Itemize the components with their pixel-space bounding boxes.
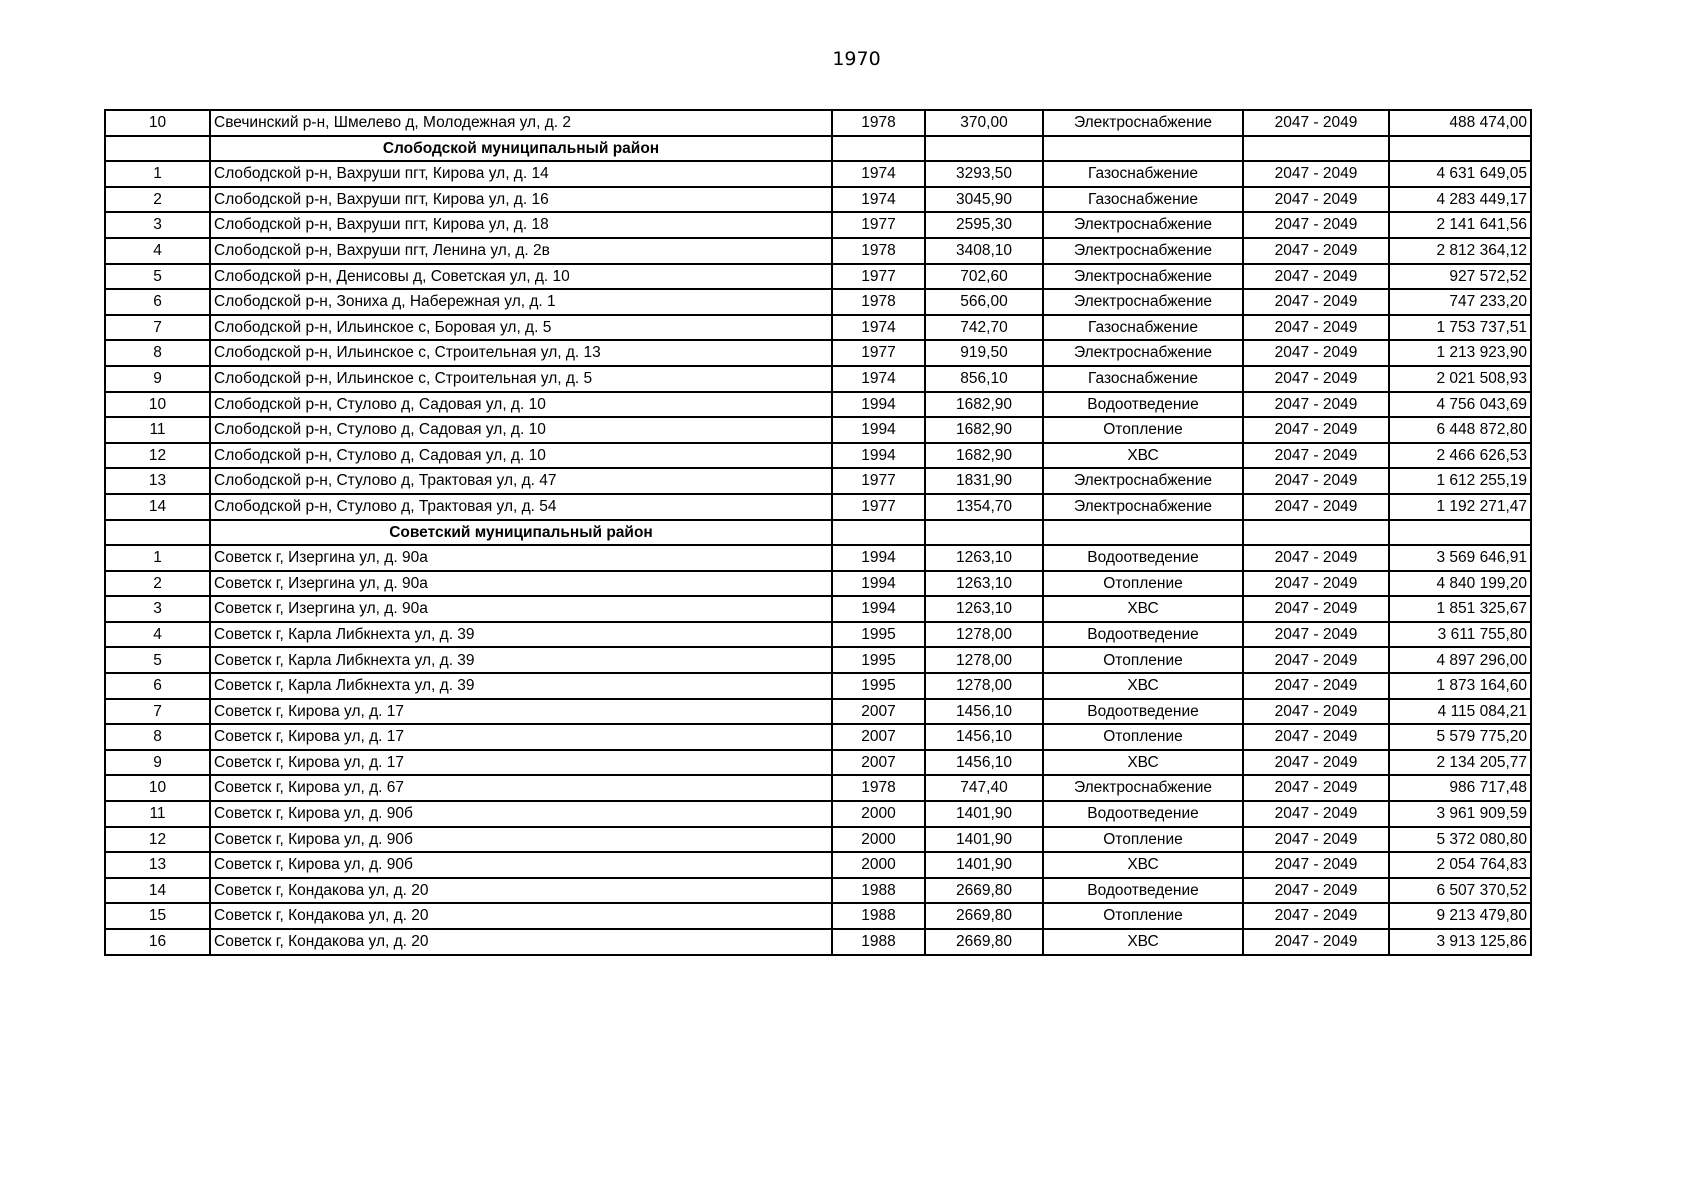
table-row (105, 852, 1531, 878)
address-cell: Советск г, Карла Либкнехта ул, д. 39 (210, 622, 832, 648)
cost-cell: 986 717,48 (1389, 775, 1531, 801)
year-built-cell: 2000 (832, 827, 925, 853)
row-number-cell: 12 (105, 827, 210, 853)
area-cell: 2669,80 (925, 903, 1043, 929)
table-row (105, 827, 1531, 853)
area-cell: 2669,80 (925, 878, 1043, 904)
address-cell: Слободской р-н, Ильинское с, Строительная ул, д. 13 (210, 340, 832, 366)
year-built-cell: 1988 (832, 878, 925, 904)
area-cell: 1401,90 (925, 827, 1043, 853)
cost-cell: 3 913 125,86 (1389, 929, 1531, 955)
table-row (105, 903, 1531, 929)
area-cell: 1278,00 (925, 622, 1043, 648)
area-cell: 1278,00 (925, 673, 1043, 699)
address-cell: Свечинский р-н, Шмелево д, Молодежная ул, д. 2 (210, 110, 832, 136)
year-built-cell: 2000 (832, 852, 925, 878)
area-cell: 1263,10 (925, 545, 1043, 571)
area-cell: 856,10 (925, 366, 1043, 392)
row-number-cell: 15 (105, 903, 210, 929)
table-row (105, 699, 1531, 725)
repair-schedule-table (104, 109, 1532, 956)
year-built-cell: 1978 (832, 110, 925, 136)
row-number-cell: 2 (105, 187, 210, 213)
year-built-cell: 2007 (832, 699, 925, 725)
address-cell: Слободской р-н, Вахруши пгт, Кирова ул, д. 16 (210, 187, 832, 213)
cost-cell: 3 961 909,59 (1389, 801, 1531, 827)
period-cell: 2047 - 2049 (1243, 545, 1389, 571)
work-type-cell: ХВС (1043, 596, 1243, 622)
year-built-cell: 1995 (832, 622, 925, 648)
area-cell: 1278,00 (925, 647, 1043, 673)
area-cell: 3408,10 (925, 238, 1043, 264)
table-row (105, 878, 1531, 904)
table-row (105, 647, 1531, 673)
area-cell: 1682,90 (925, 443, 1043, 469)
work-type-cell: Отопление (1043, 417, 1243, 443)
cost-cell: 1 213 923,90 (1389, 340, 1531, 366)
period-cell: 2047 - 2049 (1243, 264, 1389, 290)
cost-cell: 2 054 764,83 (1389, 852, 1531, 878)
work-type-cell: Водоотведение (1043, 545, 1243, 571)
area-cell: 1682,90 (925, 392, 1043, 418)
work-type-cell: ХВС (1043, 750, 1243, 776)
address-cell: Советск г, Изергина ул, д. 90а (210, 571, 832, 597)
cost-cell: 4 631 649,05 (1389, 161, 1531, 187)
work-type-cell: Электроснабжение (1043, 468, 1243, 494)
section-empty-cell (1243, 136, 1389, 162)
cost-cell: 747 233,20 (1389, 289, 1531, 315)
table-row (105, 366, 1531, 392)
cost-cell: 6 448 872,80 (1389, 417, 1531, 443)
row-number-cell: 13 (105, 468, 210, 494)
address-cell: Слободской р-н, Стулово д, Трактовая ул, д. 47 (210, 468, 832, 494)
work-type-cell: Водоотведение (1043, 622, 1243, 648)
year-built-cell: 1978 (832, 238, 925, 264)
work-type-cell: Электроснабжение (1043, 340, 1243, 366)
year-built-cell: 2007 (832, 750, 925, 776)
period-cell: 2047 - 2049 (1243, 775, 1389, 801)
address-cell: Слободской р-н, Ильинское с, Боровая ул, д. 5 (210, 315, 832, 341)
cost-cell: 6 507 370,52 (1389, 878, 1531, 904)
cost-cell: 5 372 080,80 (1389, 827, 1531, 853)
row-number-cell: 5 (105, 647, 210, 673)
area-cell: 2669,80 (925, 929, 1043, 955)
address-cell: Советск г, Кирова ул, д. 90б (210, 852, 832, 878)
table-row (105, 161, 1531, 187)
period-cell: 2047 - 2049 (1243, 827, 1389, 853)
row-number-cell: 8 (105, 340, 210, 366)
year-built-cell: 1978 (832, 775, 925, 801)
address-cell: Слободской р-н, Стулово д, Садовая ул, д. 10 (210, 417, 832, 443)
area-cell: 1456,10 (925, 699, 1043, 725)
table-row (105, 545, 1531, 571)
period-cell: 2047 - 2049 (1243, 366, 1389, 392)
table-row (105, 750, 1531, 776)
address-cell: Советск г, Кондакова ул, д. 20 (210, 878, 832, 904)
page-number: 1970 (832, 48, 881, 70)
work-type-cell: Отопление (1043, 724, 1243, 750)
period-cell: 2047 - 2049 (1243, 392, 1389, 418)
row-number-cell: 4 (105, 238, 210, 264)
cost-cell: 4 115 084,21 (1389, 699, 1531, 725)
address-cell: Советск г, Карла Либкнехта ул, д. 39 (210, 673, 832, 699)
year-built-cell: 1995 (832, 647, 925, 673)
year-built-cell: 1977 (832, 264, 925, 290)
period-cell: 2047 - 2049 (1243, 110, 1389, 136)
cost-cell: 3 611 755,80 (1389, 622, 1531, 648)
table-row (105, 289, 1531, 315)
row-number-cell: 11 (105, 417, 210, 443)
address-cell: Советск г, Изергина ул, д. 90а (210, 596, 832, 622)
area-cell: 1263,10 (925, 571, 1043, 597)
period-cell: 2047 - 2049 (1243, 417, 1389, 443)
address-cell: Слободской р-н, Стулово д, Садовая ул, д. 10 (210, 443, 832, 469)
row-number-cell: 6 (105, 289, 210, 315)
area-cell: 747,40 (925, 775, 1043, 801)
cost-cell: 2 134 205,77 (1389, 750, 1531, 776)
address-cell: Советск г, Кирова ул, д. 90б (210, 827, 832, 853)
work-type-cell: ХВС (1043, 673, 1243, 699)
period-cell: 2047 - 2049 (1243, 673, 1389, 699)
area-cell: 1456,10 (925, 750, 1043, 776)
row-number-cell: 14 (105, 878, 210, 904)
work-type-cell: Водоотведение (1043, 878, 1243, 904)
period-cell: 2047 - 2049 (1243, 878, 1389, 904)
table-row (105, 596, 1531, 622)
period-cell: 2047 - 2049 (1243, 929, 1389, 955)
row-number-cell: 7 (105, 315, 210, 341)
period-cell: 2047 - 2049 (1243, 289, 1389, 315)
period-cell: 2047 - 2049 (1243, 596, 1389, 622)
year-built-cell: 1988 (832, 903, 925, 929)
area-cell: 3045,90 (925, 187, 1043, 213)
cost-cell: 5 579 775,20 (1389, 724, 1531, 750)
row-number-cell: 1 (105, 161, 210, 187)
cost-cell: 1 851 325,67 (1389, 596, 1531, 622)
table-row (105, 212, 1531, 238)
section-empty-cell (1043, 136, 1243, 162)
row-number-cell: 13 (105, 852, 210, 878)
row-number-cell: 10 (105, 392, 210, 418)
cost-cell: 3 569 646,91 (1389, 545, 1531, 571)
table-row (105, 673, 1531, 699)
cost-cell: 4 840 199,20 (1389, 571, 1531, 597)
period-cell: 2047 - 2049 (1243, 238, 1389, 264)
district-title: Слободской муниципальный район (210, 136, 832, 162)
table-row (105, 392, 1531, 418)
address-cell: Слободской р-н, Вахруши пгт, Кирова ул, д. 18 (210, 212, 832, 238)
year-built-cell: 2007 (832, 724, 925, 750)
work-type-cell: Газоснабжение (1043, 366, 1243, 392)
work-type-cell: Электроснабжение (1043, 289, 1243, 315)
area-cell: 1682,90 (925, 417, 1043, 443)
row-number-cell: 2 (105, 571, 210, 597)
year-built-cell: 2000 (832, 801, 925, 827)
row-number-cell: 12 (105, 443, 210, 469)
work-type-cell: Газоснабжение (1043, 315, 1243, 341)
period-cell: 2047 - 2049 (1243, 903, 1389, 929)
work-type-cell: Водоотведение (1043, 392, 1243, 418)
year-built-cell: 1978 (832, 289, 925, 315)
table-row (105, 443, 1531, 469)
cost-cell: 9 213 479,80 (1389, 903, 1531, 929)
cost-cell: 2 021 508,93 (1389, 366, 1531, 392)
period-cell: 2047 - 2049 (1243, 571, 1389, 597)
cost-cell: 4 897 296,00 (1389, 647, 1531, 673)
year-built-cell: 1994 (832, 545, 925, 571)
period-cell: 2047 - 2049 (1243, 212, 1389, 238)
address-cell: Советск г, Кирова ул, д. 90б (210, 801, 832, 827)
cost-cell: 1 192 271,47 (1389, 494, 1531, 520)
row-number-cell: 4 (105, 622, 210, 648)
year-built-cell: 1994 (832, 443, 925, 469)
area-cell: 566,00 (925, 289, 1043, 315)
period-cell: 2047 - 2049 (1243, 494, 1389, 520)
address-cell: Слободской р-н, Стулово д, Трактовая ул, д. 54 (210, 494, 832, 520)
cost-cell: 2 141 641,56 (1389, 212, 1531, 238)
section-num-cell (105, 520, 210, 546)
section-empty-cell (1043, 520, 1243, 546)
section-empty-cell (925, 136, 1043, 162)
address-cell: Советск г, Кондакова ул, д. 20 (210, 903, 832, 929)
address-cell: Советск г, Кирова ул, д. 17 (210, 750, 832, 776)
cost-cell: 2 812 364,12 (1389, 238, 1531, 264)
address-cell: Советск г, Кирова ул, д. 67 (210, 775, 832, 801)
work-type-cell: Газоснабжение (1043, 161, 1243, 187)
address-cell: Советск г, Кондакова ул, д. 20 (210, 929, 832, 955)
address-cell: Советск г, Карла Либкнехта ул, д. 39 (210, 647, 832, 673)
row-number-cell: 6 (105, 673, 210, 699)
work-type-cell: Электроснабжение (1043, 775, 1243, 801)
work-type-cell: ХВС (1043, 443, 1243, 469)
area-cell: 1354,70 (925, 494, 1043, 520)
table-row (105, 622, 1531, 648)
work-type-cell: Отопление (1043, 903, 1243, 929)
address-cell: Советск г, Кирова ул, д. 17 (210, 724, 832, 750)
row-number-cell: 10 (105, 775, 210, 801)
address-cell: Советск г, Изергина ул, д. 90а (210, 545, 832, 571)
table-row (105, 571, 1531, 597)
table-row (105, 110, 1531, 136)
row-number-cell: 16 (105, 929, 210, 955)
work-type-cell: Электроснабжение (1043, 494, 1243, 520)
row-number-cell: 7 (105, 699, 210, 725)
table-row (105, 238, 1531, 264)
address-cell: Советск г, Кирова ул, д. 17 (210, 699, 832, 725)
period-cell: 2047 - 2049 (1243, 750, 1389, 776)
row-number-cell: 3 (105, 212, 210, 238)
area-cell: 1456,10 (925, 724, 1043, 750)
year-built-cell: 1974 (832, 161, 925, 187)
table-row (105, 187, 1531, 213)
work-type-cell: Электроснабжение (1043, 238, 1243, 264)
work-type-cell: Водоотведение (1043, 699, 1243, 725)
period-cell: 2047 - 2049 (1243, 724, 1389, 750)
area-cell: 1831,90 (925, 468, 1043, 494)
area-cell: 1263,10 (925, 596, 1043, 622)
year-built-cell: 1988 (832, 929, 925, 955)
section-empty-cell (1243, 520, 1389, 546)
district-section-row (105, 136, 1531, 162)
cost-cell: 1 612 255,19 (1389, 468, 1531, 494)
period-cell: 2047 - 2049 (1243, 801, 1389, 827)
row-number-cell: 11 (105, 801, 210, 827)
section-num-cell (105, 136, 210, 162)
table-row (105, 264, 1531, 290)
table-row (105, 724, 1531, 750)
district-section-row (105, 520, 1531, 546)
work-type-cell: Отопление (1043, 647, 1243, 673)
row-number-cell: 1 (105, 545, 210, 571)
area-cell: 3293,50 (925, 161, 1043, 187)
area-cell: 1401,90 (925, 852, 1043, 878)
table-row (105, 315, 1531, 341)
year-built-cell: 1994 (832, 392, 925, 418)
cost-cell: 1 873 164,60 (1389, 673, 1531, 699)
year-built-cell: 1994 (832, 571, 925, 597)
address-cell: Слободской р-н, Стулово д, Садовая ул, д. 10 (210, 392, 832, 418)
cost-cell: 4 283 449,17 (1389, 187, 1531, 213)
area-cell: 2595,30 (925, 212, 1043, 238)
section-empty-cell (832, 136, 925, 162)
work-type-cell: ХВС (1043, 929, 1243, 955)
year-built-cell: 1977 (832, 340, 925, 366)
period-cell: 2047 - 2049 (1243, 161, 1389, 187)
address-cell: Слободской р-н, Ильинское с, Строительная ул, д. 5 (210, 366, 832, 392)
district-title: Советский муниципальный район (210, 520, 832, 546)
cost-cell: 488 474,00 (1389, 110, 1531, 136)
row-number-cell: 14 (105, 494, 210, 520)
address-cell: Слободской р-н, Денисовы д, Советская ул, д. 10 (210, 264, 832, 290)
row-number-cell: 10 (105, 110, 210, 136)
work-type-cell: Электроснабжение (1043, 212, 1243, 238)
year-built-cell: 1977 (832, 494, 925, 520)
year-built-cell: 1994 (832, 417, 925, 443)
section-empty-cell (1389, 520, 1531, 546)
work-type-cell: Отопление (1043, 827, 1243, 853)
cost-cell: 927 572,52 (1389, 264, 1531, 290)
table-row (105, 340, 1531, 366)
period-cell: 2047 - 2049 (1243, 315, 1389, 341)
row-number-cell: 8 (105, 724, 210, 750)
area-cell: 702,60 (925, 264, 1043, 290)
table-row (105, 494, 1531, 520)
work-type-cell: Газоснабжение (1043, 187, 1243, 213)
cost-cell: 4 756 043,69 (1389, 392, 1531, 418)
period-cell: 2047 - 2049 (1243, 622, 1389, 648)
year-built-cell: 1974 (832, 187, 925, 213)
table-body (105, 110, 1531, 955)
period-cell: 2047 - 2049 (1243, 187, 1389, 213)
work-type-cell: Отопление (1043, 571, 1243, 597)
row-number-cell: 9 (105, 750, 210, 776)
period-cell: 2047 - 2049 (1243, 647, 1389, 673)
row-number-cell: 5 (105, 264, 210, 290)
area-cell: 919,50 (925, 340, 1043, 366)
section-empty-cell (832, 520, 925, 546)
work-type-cell: ХВС (1043, 852, 1243, 878)
year-built-cell: 1974 (832, 366, 925, 392)
table-row (105, 468, 1531, 494)
work-type-cell: Электроснабжение (1043, 264, 1243, 290)
table-row (105, 417, 1531, 443)
area-cell: 370,00 (925, 110, 1043, 136)
area-cell: 1401,90 (925, 801, 1043, 827)
period-cell: 2047 - 2049 (1243, 443, 1389, 469)
row-number-cell: 3 (105, 596, 210, 622)
period-cell: 2047 - 2049 (1243, 852, 1389, 878)
cost-cell: 1 753 737,51 (1389, 315, 1531, 341)
year-built-cell: 1995 (832, 673, 925, 699)
work-type-cell: Водоотведение (1043, 801, 1243, 827)
table-row (105, 775, 1531, 801)
period-cell: 2047 - 2049 (1243, 468, 1389, 494)
section-empty-cell (1389, 136, 1531, 162)
area-cell: 742,70 (925, 315, 1043, 341)
table-row (105, 801, 1531, 827)
address-cell: Слободской р-н, Зониха д, Набережная ул, д. 1 (210, 289, 832, 315)
year-built-cell: 1977 (832, 212, 925, 238)
period-cell: 2047 - 2049 (1243, 699, 1389, 725)
cost-cell: 2 466 626,53 (1389, 443, 1531, 469)
address-cell: Слободской р-н, Вахруши пгт, Кирова ул, д. 14 (210, 161, 832, 187)
address-cell: Слободской р-н, Вахруши пгт, Ленина ул, д. 2в (210, 238, 832, 264)
period-cell: 2047 - 2049 (1243, 340, 1389, 366)
section-empty-cell (925, 520, 1043, 546)
year-built-cell: 1994 (832, 596, 925, 622)
year-built-cell: 1977 (832, 468, 925, 494)
table-row (105, 929, 1531, 955)
year-built-cell: 1974 (832, 315, 925, 341)
row-number-cell: 9 (105, 366, 210, 392)
work-type-cell: Электроснабжение (1043, 110, 1243, 136)
